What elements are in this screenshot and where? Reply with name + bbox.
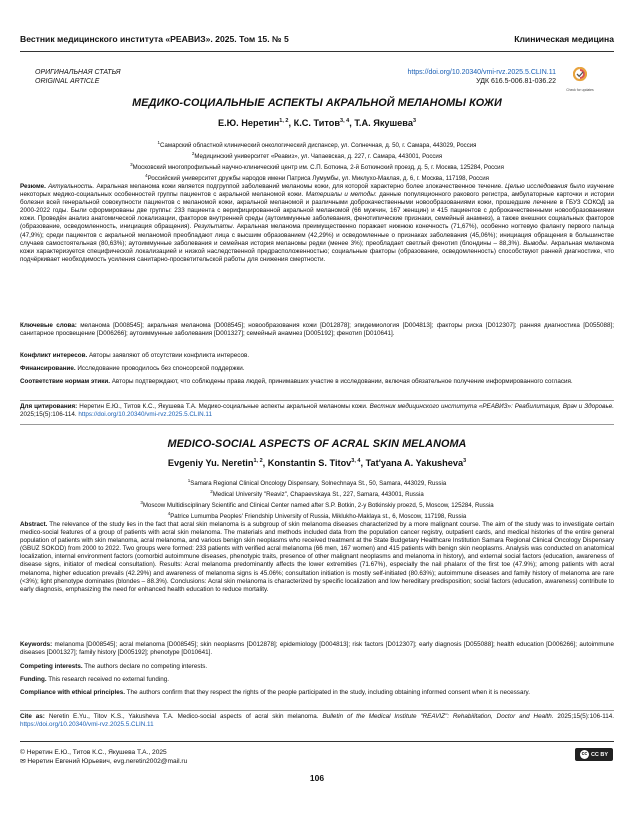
affiliations-ru	[25, 139, 609, 184]
en-affiliation	[25, 477, 609, 488]
ru-affiliation	[25, 150, 609, 161]
cite-en-doi-link[interactable]: https://doi.org/10.20340/vmi-rvz.2025.5.CLIN.11	[20, 721, 154, 729]
ru-affiliation-sup: 3	[130, 162, 133, 168]
affiliations-en	[25, 477, 609, 522]
abstract-en	[20, 521, 614, 594]
footer-info	[20, 748, 187, 766]
funding-text: Исследование проводилось без спонсорской поддержки.	[77, 365, 245, 372]
cite-en-label: Cite as:	[20, 713, 45, 720]
ru-affiliation-sup: 2	[191, 151, 195, 157]
cite-en	[20, 713, 614, 729]
en-author-sup: 1, 2	[253, 458, 263, 464]
keywords-en	[20, 641, 614, 657]
ru-author-sup: 3	[412, 118, 416, 124]
keywords-label: Ключевые слова:	[20, 322, 77, 329]
ru-author-sep: ,	[349, 118, 355, 129]
summary-segment: . Акральная меланома преимущественно поражает нижнюю конечность (71,67%), особенно ногтевую фалангу первого пальца (47,9%); среди пациентов с акральной меланомой преобладают лица с высшим образованием (42,29%) и осведомленные о признаках заболевания (45,06%); инициация обращения в большинстве случаев самостоятельная (80,63%); аутоиммунные заболевания и семейная история меланомы редки (менее 3%); преобладает светлый фенотип (блондины – 88,3%).	[20, 223, 614, 247]
en-affiliation-text: Patrice Lumumba Peoples' Friendship University of Russia, Miklukho-Maklaya st., 6, Moscow, 117198, Russia	[170, 513, 467, 521]
ru-author-sep: ,	[288, 118, 294, 129]
summary-subheading: Материалы и методы	[305, 191, 375, 199]
funding-en	[20, 676, 614, 684]
en-affiliation-text: Samara Regional Clinical Oncology Dispensary, Solnechnaya St., 50, Samara, 443029, Russia	[190, 480, 447, 488]
competing-text: The authors declare no competing interests.	[84, 663, 208, 670]
ru-affiliation-text: Российский университет дружбы народов имени Патриса Лумумбы, ул. Миклухо-Маклая, д. 6, г. Москва, 117198, Россия	[147, 175, 489, 183]
en-affiliation	[25, 510, 609, 521]
mail-icon: ✉	[20, 758, 26, 765]
ethics-en-label: Compliance with ethical principles.	[20, 689, 125, 696]
en-affiliation-text: Medical University "Reaviz", Chapaevskaya St., 227, Samara, 443001, Russia	[212, 491, 424, 499]
ethics-ru	[20, 378, 614, 386]
copyright: © Неретин Е.Ю., Титов К.С., Якушева Т.А., 2025	[20, 749, 167, 756]
en-author-name: Tat'yana A. Yakusheva	[365, 458, 464, 469]
keywords-en-label: Keywords:	[20, 641, 53, 648]
conflict-label: Конфликт интересов.	[20, 352, 88, 359]
abstract-label: Abstract.	[20, 521, 48, 528]
header-divider	[20, 51, 614, 52]
article-type	[35, 69, 121, 86]
footer-divider	[20, 741, 614, 742]
cite-divider-ru	[20, 400, 614, 401]
summary-label: Резюме.	[20, 183, 46, 190]
ru-affiliation-text: Самарский областной клинический онкологический диспансер, ул. Солнечная, д. 50, г. Самара, 443029, Россия	[160, 142, 477, 150]
ru-author-sup: 1, 2	[279, 118, 289, 124]
en-author-name: Evgeniy Yu. Neretin	[167, 458, 254, 469]
ru-affiliation-sup: 4	[145, 173, 148, 179]
funding-en-text: This research received no external funding.	[48, 676, 169, 683]
summary-ru	[20, 183, 614, 264]
en-affiliation	[25, 488, 609, 499]
en-author-name: Konstantin S. Titov	[267, 458, 352, 469]
funding-en-label: Funding.	[20, 676, 47, 683]
en-affiliation-sup: 2	[210, 489, 213, 495]
check-updates-icon	[573, 67, 587, 83]
article-type-ru: ОРИГИНАЛЬНАЯ СТАТЬЯ	[35, 69, 121, 76]
ethics-label: Соответствие нормам этики.	[20, 378, 110, 385]
summary-segment: . Акральная меланома кожи характеризуется специфической локализацией и низкой наследственной предрасположенностью; социальные факторы (образование, осведомленность) способствуют ранней диагностике, что подчёркивает необходимость усиления санитарно-просветительской работы для снижения смертности.	[20, 239, 614, 263]
ethics-text: Авторы подтверждают, что соблюдены права людей, принимавших участие в исследовании, включая обязательное получение информированного согласия.	[111, 378, 573, 385]
doi-block	[407, 68, 556, 86]
en-affiliation	[25, 499, 609, 510]
ru-affiliation	[25, 161, 609, 172]
cite-en-text: Neretin E.Yu., Titov K.S., Yakusheva T.A. Medico-social aspects of acral skin melanoma.	[48, 713, 319, 720]
keywords-en-text: melanoma [D008545]; acral melanoma [D008545]; skin neoplasms [D012878]; epidemiology [D004813]; risk factors [D012307]; early diagnosis [D055088]; health education [D006266]; autoimmune diseases [D001327]; family history [D005192]; phenotype [D010641].	[20, 641, 614, 657]
ru-author-name: К.С. Титов	[293, 118, 341, 129]
en-author-sep: ,	[360, 458, 366, 469]
ru-author-name: Т.А. Якушева	[354, 118, 413, 129]
ru-author-sup: 3, 4	[340, 118, 350, 124]
funding-ru	[20, 365, 614, 373]
en-affiliation-sup: 3	[140, 500, 143, 506]
title-en: MEDICO-SOCIAL ASPECTS OF ACRAL SKIN MELANOMA	[167, 438, 467, 450]
ethics-en-text: The authors confirm that they respect the rights of the people participated in the study, including obtaining informed consent when it is necessary.	[126, 689, 530, 696]
check-updates-label: Check for updates	[566, 88, 594, 92]
journal-header: Вестник медицинского института «РЕАВИЗ». 2025. Том 15. № 5	[20, 34, 289, 44]
competing-label: Competing interests.	[20, 663, 83, 670]
ru-affiliation-text: Московский многопрофильный научно-клинический центр им. С.П. Боткина, 2-й Боткинский проезд, д. 5, г. Москва, 125284, Россия	[132, 164, 504, 172]
summary-subheading: Целью исследования	[505, 183, 568, 190]
cite-divider-en	[20, 710, 614, 711]
ru-author-name: Е.Ю. Неретин	[217, 118, 280, 129]
section-header: Клиническая медицина	[514, 34, 614, 44]
keywords-ru	[20, 322, 614, 338]
en-affiliation-sup: 4	[167, 511, 171, 517]
title-ru: МЕДИКО-СОЦИАЛЬНЫЕ АСПЕКТЫ АКРАЛЬНОЙ МЕЛАНОМЫ КОЖИ	[132, 97, 502, 109]
ru-affiliation-sup: 1	[157, 140, 161, 145]
ru-affiliation	[25, 139, 609, 150]
license-label: CC BY	[590, 751, 609, 758]
en-author-sup: 3, 4	[351, 458, 361, 464]
article-type-en: ORIGINAL ARTICLE	[35, 77, 100, 85]
ru-affiliation	[25, 172, 609, 183]
conflict-ru	[20, 352, 614, 360]
summary-segment: : данные популяционного ракового регистра, амбулаторные карточки и истории болезни всей генеральной совокупности пациентов с меланомой кожи, акральной меланомой и различными доброкачественными новообразованиями кожи, прошедшие лечение в ГБУЗ СОКОД за 2000-2022 годы. Были сформированы две группы: 233 пациента с верифицированной акральной меланомой (66 мужчин, 167 женщин) и 415 пациентов с доброкачественными новообразованиями кожи. Проведён анализ анатомической локализации, факторов внутренней среды (аутоиммунные заболевания, фенотипические признаки, семейный анамнез), а также внешних социальных факторов (образование, осведомленность, инициация обращения).	[20, 191, 614, 231]
section-divider	[20, 424, 614, 425]
summary-subheading: Актуальность.	[48, 183, 95, 190]
cc-icon: cc	[581, 751, 588, 757]
abstract-text: The relevance of the study lies in the fact that acral skin melanoma is a subgroup of skin melanoma diseases characterized by a more malignant course. The aim of the study was to investigate certain medico-social features of a group of patients with acral skin melanoma. The materials and methods included data from the population cancer registry, outpatient cards, and medical histories of the entire general population of patients with skin melanoma, acral melanoma, and various benign skin neoplasms who received treatment at the State Budgetary Healthcare Institution Samara Regional Clinical Oncology Dispensary (GBUZ SOKOD) from 2000 to 2022. Two groups were formed: 233 patients with verified acral melanoma (66 men, 167 women) and 415 patients with benign skin neoplasms. Analysis was conducted on anatomical localization, internal environment factors (comorbid autoimmune diseases, phenotypic traits, presence of other malignant neoplasms and melanoma in history), and external social factors (education, awareness of disease signs, initiator of medical consultation). Results: Acral melanoma predominantly affects the lower extremities (71.67%), especially the nail phalanx of the first toe (47.9%); among patients with acral melanoma, higher education prevails (42.29%) and awareness of melanoma signs is 45.06%; consultation initiation is mostly self-initiated (80.63%); autoimmune diseases and family history of melanoma are rare (<3%); light phenotype dominates (blondes – 88.3%). Conclusions: Acral skin melanoma is characterized by specific localization and low hereditary predisposition; social factors (education, awareness) contribute to early diagnosis, emphasizing the need for enhanced health education to reduce mortality.	[20, 521, 615, 593]
contact-text[interactable]: Неретин Евгений Юрьевич, evg.neretin2002@mail.ru	[27, 758, 188, 765]
ethics-en	[20, 689, 614, 697]
en-author-sup: 3	[463, 458, 467, 464]
en-author-sep: ,	[262, 458, 268, 469]
cite-tail: 2025;15(5):106-114.	[20, 411, 77, 419]
cite-ru	[20, 403, 614, 419]
authors-ru	[0, 118, 634, 128]
competing-en	[20, 663, 614, 671]
cite-en-journal: Bulletin of the Medical Institute "REAVIZ": Rehabilitation, Doctor and Health.	[322, 713, 554, 720]
conflict-text: Авторы заявляют об отсутствии конфликта интересов.	[88, 352, 250, 359]
udc: УДК 616.5-006.81-036.22	[476, 78, 556, 85]
cite-label: Для цитирования:	[20, 403, 78, 410]
summary-segment: было изучение некоторых медико-социальных особенностей группы пациентов с акральной меланомой кожи.	[20, 183, 615, 199]
doi-link[interactable]: https://doi.org/10.20340/vmi-rvz.2025.5.CLIN.11	[407, 69, 556, 76]
en-affiliation-text: Moscow Multidisciplinary Scientific and Clinical Center named after S.P. Botkin, 2-y Botkinskiy proezd, 5, Moscow, 125284, Russia	[142, 502, 494, 510]
funding-label: Финансирование.	[20, 365, 76, 372]
keywords-text: меланома [D008545]; акральная меланома [D008545]; новообразования кожи [D012878]; эпидемиология [D004813]; факторы риска [D012307]; ранняя диагностика [D055088]; санитарное просвещение [D006266]; аутоиммунные заболевания [D001327]; семейный анамнез [D005192]; фенотип [D010641].	[20, 322, 614, 338]
cite-en-tail: 2025;15(5):106-114.	[557, 713, 615, 720]
page-number: 106	[309, 773, 325, 783]
ru-affiliation-text: Медицинский университет «Реавиз», ул. Чапаевская, д. 227, г. Самара, 443001, Россия	[194, 153, 443, 161]
cite-journal: Вестник медицинского института «РЕАВИЗ»: Реабилитация, Врач и Здоровье.	[369, 403, 615, 410]
summary-subheading: Результаты	[193, 223, 233, 231]
summary-segment: Акральная меланома кожи является подгруппой заболеваний меланомы кожи, для которой характерно более злокачественное течение.	[94, 183, 505, 190]
summary-text	[20, 183, 614, 263]
authors-en	[0, 458, 634, 468]
en-affiliation-sup: 1	[187, 478, 191, 483]
cite-text: Неретин Е.Ю., Титов К.С., Якушева Т.А. Медико-социальные аспекты акральной меланомы кожи.	[79, 403, 368, 410]
contact-line	[20, 757, 187, 766]
check-updates-badge[interactable]	[566, 67, 594, 92]
license-badge[interactable]	[575, 748, 613, 761]
summary-subheading: Выводы	[523, 239, 547, 247]
cite-doi-link[interactable]: https://doi.org/10.20340/vmi-rvz.2025.5.CLIN.11	[78, 411, 212, 419]
